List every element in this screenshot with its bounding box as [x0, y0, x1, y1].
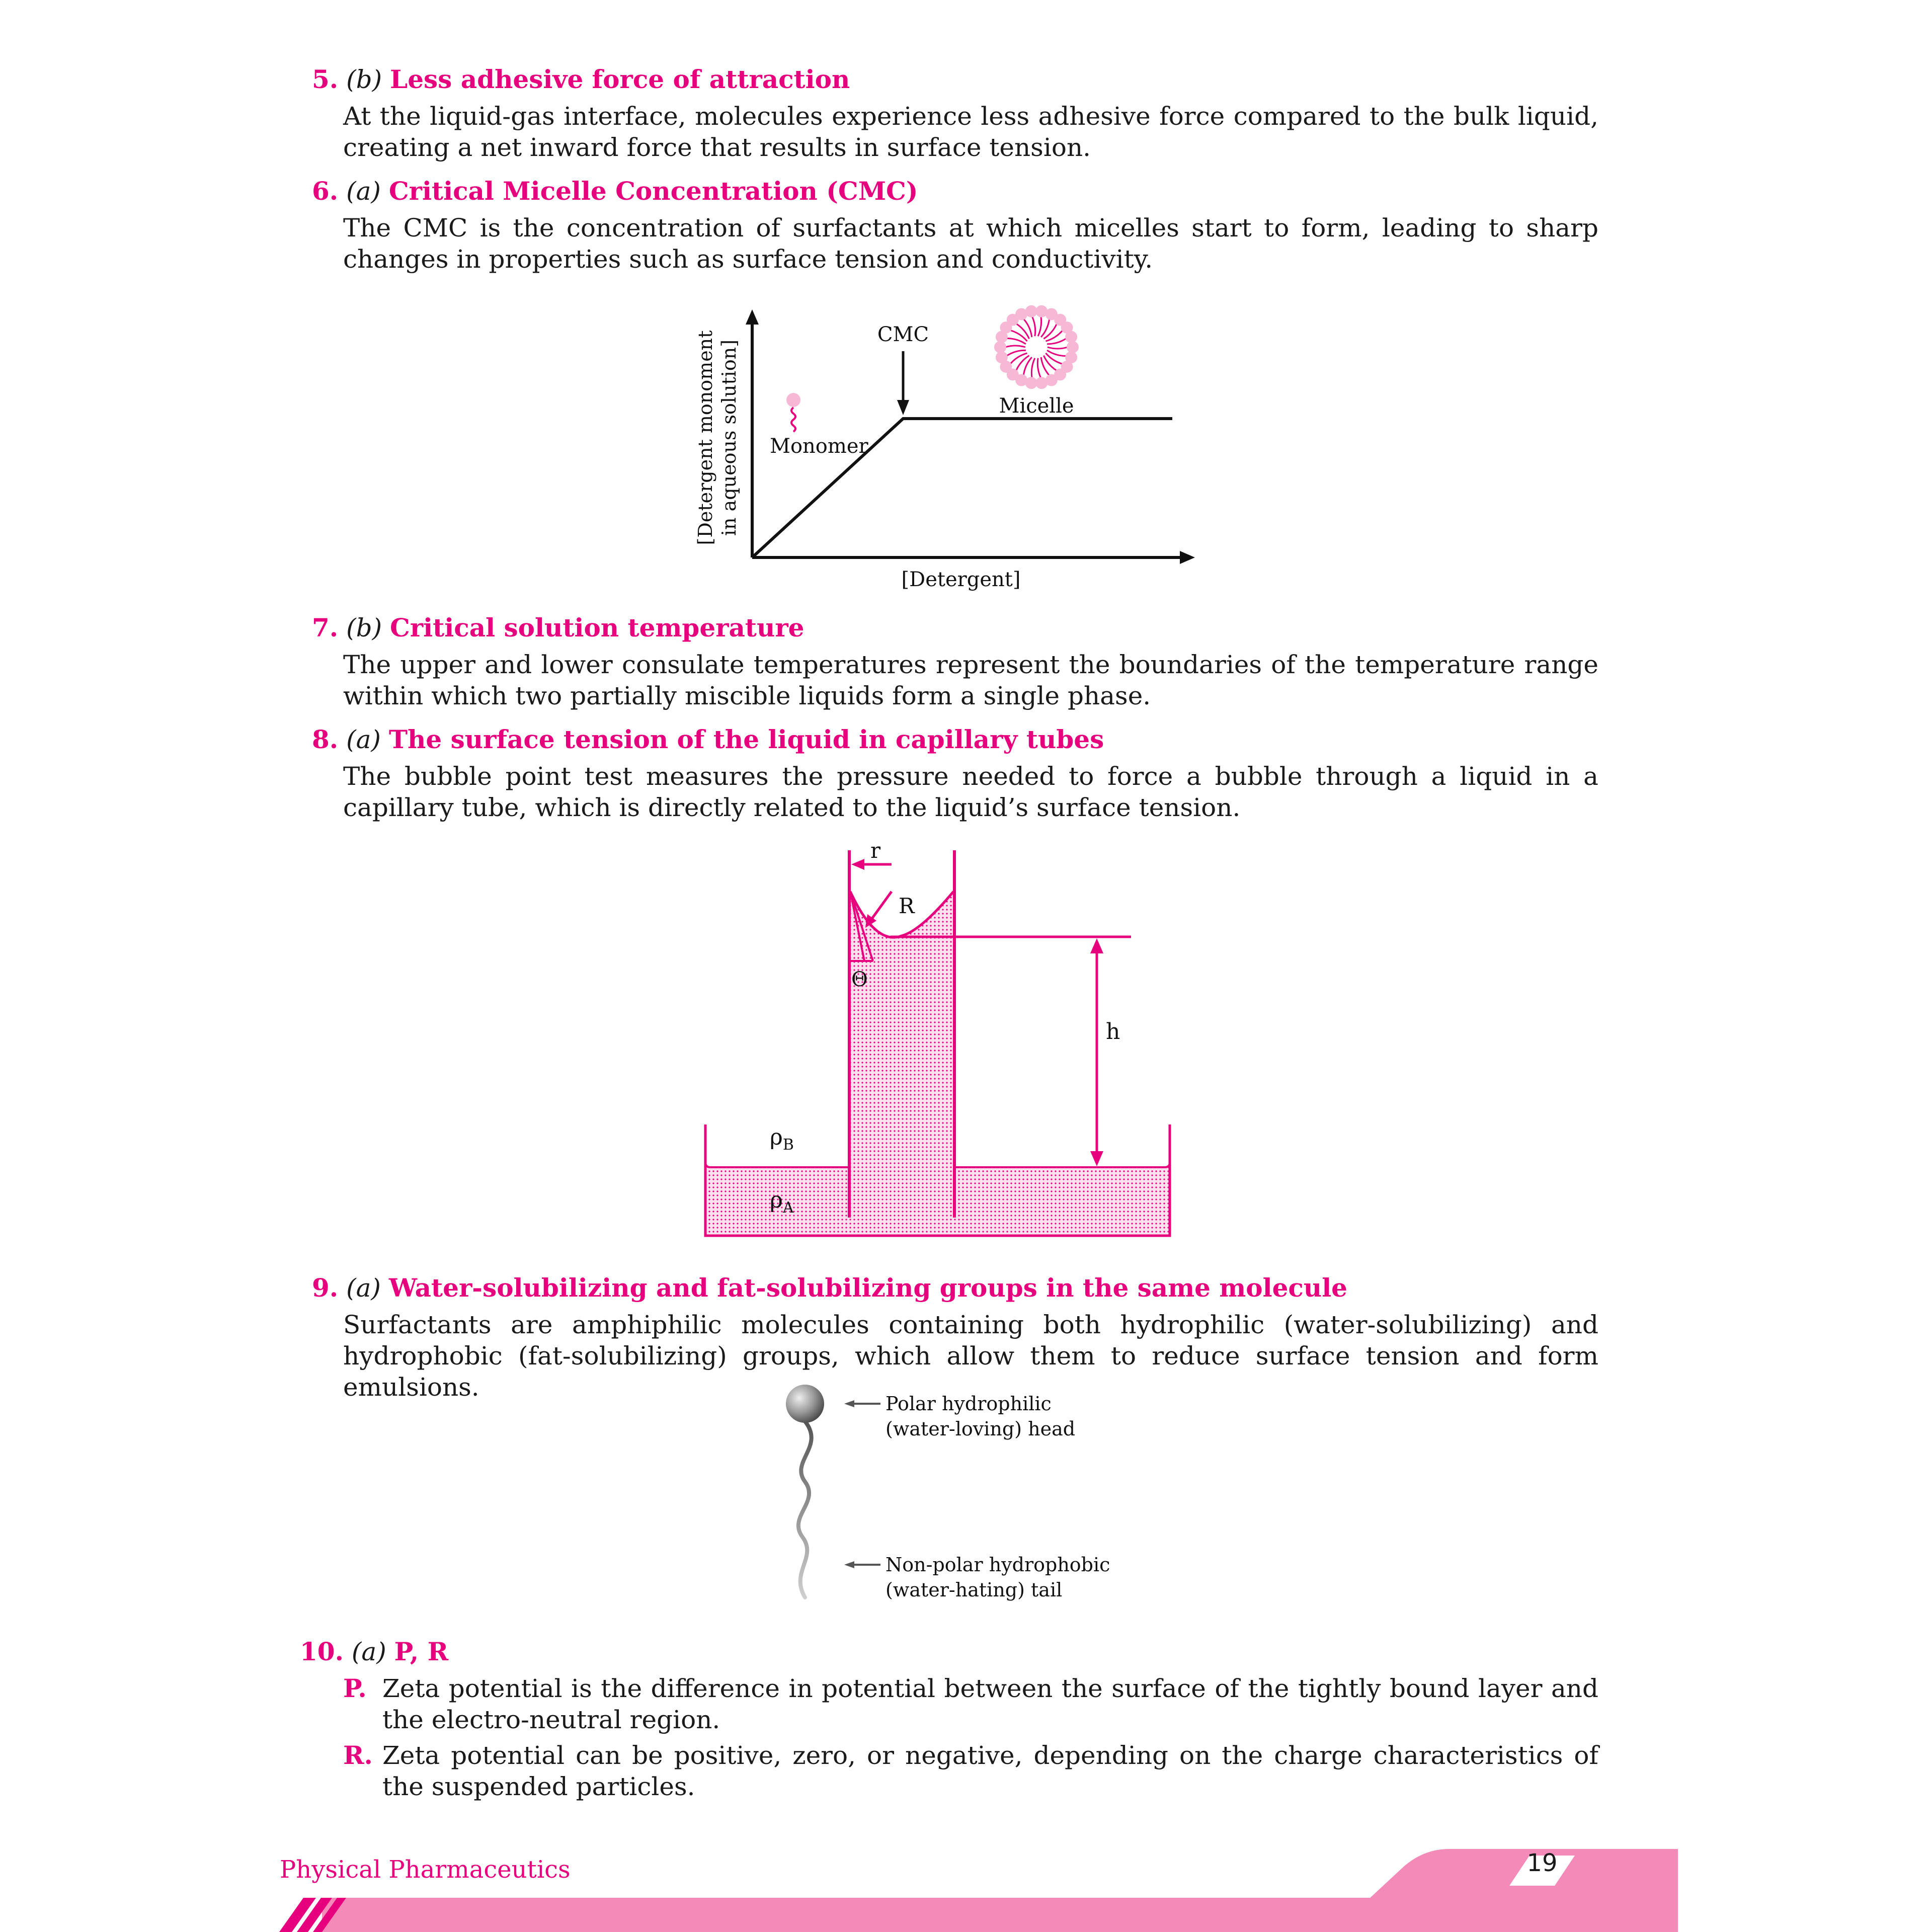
head-pointer-arrow — [844, 1400, 854, 1407]
micelle-head — [996, 351, 1008, 363]
question-option: (a) — [346, 177, 381, 206]
statement-label: P. — [343, 1673, 367, 1703]
question-answer: The surface tension of the liquid in capillary tubes — [388, 725, 1104, 754]
question-number: 9. — [312, 1273, 339, 1303]
head-label-line1: Polar hydrophilic — [886, 1393, 1052, 1415]
micelle-tail — [1048, 347, 1068, 349]
R-arrow — [870, 892, 892, 921]
footer-title: Physical Pharmaceutics — [280, 1856, 571, 1884]
micelle-tail — [1038, 316, 1041, 337]
micelle-head — [1025, 305, 1037, 317]
tail-label-line1: Non-polar hydrophobic — [886, 1554, 1110, 1576]
micelle-tail — [1007, 339, 1026, 344]
h-arrow-bottom — [1090, 1151, 1103, 1166]
h-label: h — [1106, 1019, 1120, 1044]
micelle-head — [994, 341, 1006, 353]
question-option: (b) — [346, 65, 382, 94]
rho-a-subscript: A — [782, 1199, 794, 1217]
r-arrow-head — [851, 859, 864, 870]
question-option: (a) — [346, 725, 381, 754]
cmc-y-label-line1: [Detergent monoment — [694, 330, 716, 545]
question-10-title — [300, 1637, 448, 1667]
question-answer: Critical Micelle Concentration (CMC) — [388, 176, 918, 206]
rho-b-symbol: ρ — [770, 1124, 783, 1150]
surfactant-figure — [775, 1381, 1137, 1613]
trough-surface-right — [953, 1162, 1170, 1167]
capillary-figure — [699, 835, 1182, 1248]
question-7-explanation: The upper and lower consulate temperatures represent the boundaries of the temperature range within which two partially miscible liquids form a single phase. — [343, 650, 1598, 710]
trough-surface-left — [705, 1162, 850, 1167]
micelle-tail — [1031, 358, 1034, 378]
micelle-head — [1065, 331, 1077, 343]
rho-a-symbol: ρ — [770, 1187, 783, 1213]
statement-text: Zeta potential can be positive, zero, or negative, depending on the charge characteristics of the suspended particles. — [382, 1741, 1598, 1801]
r-label: r — [870, 838, 881, 863]
question-number: 5. — [312, 64, 339, 94]
question-8-explanation: The bubble point test measures the pressure needed to force a bubble through a liquid in a capillary tube, which is directly related to the liquid’s surface tension. — [343, 762, 1598, 822]
question-answer: Critical solution temperature — [390, 613, 804, 642]
micelle-tail — [1041, 319, 1050, 337]
footer-stripe — [322, 1898, 1678, 1932]
tail-pointer-arrow — [844, 1561, 854, 1568]
rho-b-label — [770, 1124, 794, 1154]
question-option: (b) — [346, 613, 382, 642]
question-number: 7. — [312, 613, 339, 642]
rho-b-subscript: B — [782, 1136, 794, 1154]
micelle-tail — [1047, 350, 1066, 356]
question-answer: Less adhesive force of attraction — [390, 64, 850, 94]
R-label: R — [899, 894, 915, 918]
surfactant-tail — [798, 1421, 812, 1597]
micelle-tail — [1032, 316, 1035, 337]
question-number: 6. — [312, 176, 339, 206]
micelle-graphic — [994, 305, 1079, 389]
question-number: 10. — [300, 1637, 344, 1666]
tail-label-line2: (water-hating) tail — [886, 1579, 1063, 1601]
cmc-y-label-line2: in aqueous solution] — [718, 339, 740, 536]
statement-label: R. — [343, 1740, 373, 1770]
micelle-tail — [1037, 358, 1040, 378]
question-9-title — [312, 1273, 1347, 1303]
micelle-label: Micelle — [999, 394, 1074, 418]
monomer-head — [786, 393, 800, 407]
tube-liquid — [850, 892, 953, 1236]
cmc-arrow-head — [897, 400, 909, 415]
cmc-x-axis-arrow — [1180, 551, 1195, 564]
page-number: 19 — [1526, 1849, 1558, 1877]
question-6-explanation: The CMC is the concentration of surfactants at which micelles start to form, leading to sharp changes in properties such as surface tension and conductivity. — [343, 213, 1598, 274]
micelle-tail — [1023, 357, 1032, 375]
cmc-figure — [689, 302, 1202, 604]
question-answer: P, R — [394, 1637, 449, 1666]
question-option: (a) — [346, 1273, 381, 1303]
h-arrow-top — [1090, 938, 1103, 953]
statement-p — [343, 1673, 1598, 1735]
question-option: (a) — [351, 1637, 386, 1666]
statement-r — [343, 1740, 1598, 1802]
question-7-title — [312, 613, 804, 643]
statement-text: Zeta potential is the difference in potential between the surface of the tightly bound layer and the electro-neutral region. — [382, 1674, 1598, 1734]
theta-label: Θ — [851, 968, 868, 991]
micelle-tail — [1005, 346, 1025, 347]
head-label-line2: (water-loving) head — [886, 1418, 1076, 1440]
question-5-title — [312, 64, 850, 95]
question-5-explanation: At the liquid-gas interface, molecules experience less adhesive force compared to the bulk liquid, creating a net inward force that results in surface tension. — [343, 102, 1598, 162]
question-answer: Water-solubilizing and fat-solubilizing groups in the same molecule — [388, 1273, 1347, 1303]
surfactant-head — [786, 1385, 824, 1423]
question-9-explanation: Surfactants are amphiphilic molecules containing both hydrophilic (water-solubilizing) and hydrophobic (fat-solubilizing) groups, which allow them to reduce surface tension and form emulsions. — [343, 1310, 1598, 1402]
cmc-y-axis-arrow — [746, 309, 759, 325]
micelle-head — [1067, 341, 1079, 353]
micelle-head — [1035, 377, 1048, 389]
question-8-title — [312, 725, 1104, 755]
question-6-title — [312, 176, 918, 206]
cmc-label: CMC — [877, 323, 929, 346]
cmc-x-label: [Detergent] — [901, 568, 1021, 591]
monomer-label: Monomer — [770, 435, 868, 458]
question-number: 8. — [312, 725, 339, 754]
monomer-tail — [791, 408, 795, 432]
